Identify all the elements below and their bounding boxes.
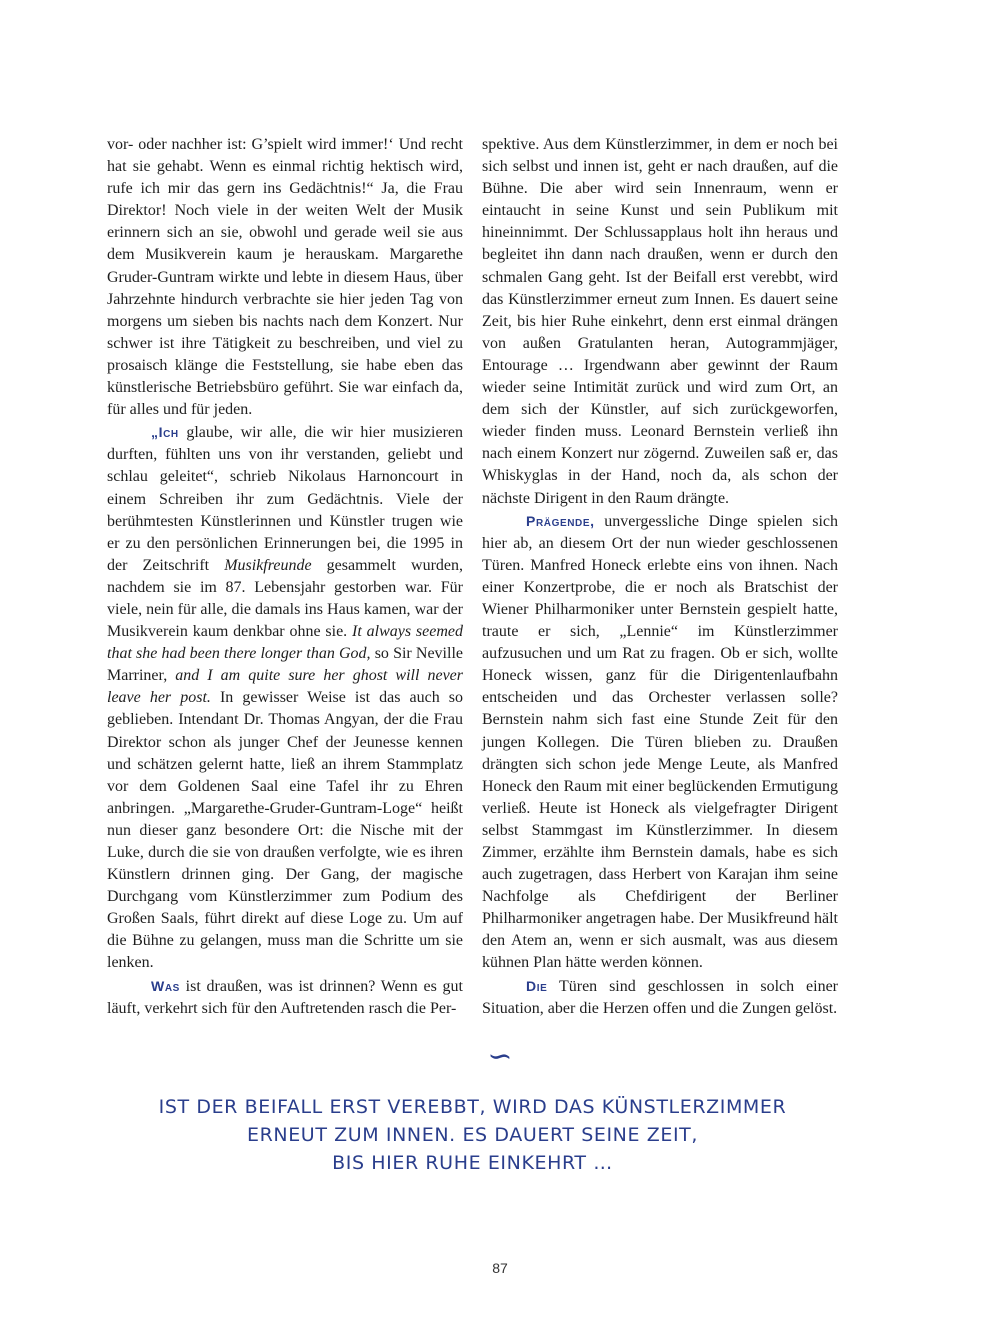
- paragraph-text: ist draußen, was ist drinnen? Wenn es gut läuft, verkehrt sich für den Auftretenden rasch die Per-: [107, 977, 463, 1017]
- paragraph-text: unvergessliche Dinge spielen sich hier ab, an diesem Ort der nun wieder geschlossenen Türen. Manfred Honeck erlebte eins von ihnen. Nach einer Konzertprobe, die er noch als Bratschist der Wiener Philharmoniker unter Bernstein gespielt hatte, traute er sich, „Lennie“ im Künstlerzimmer aufzusuchen und um Rat zu fragen. Ob er sich, wollte Honeck wissen, ganz für die Dirigentenlaufbahn entscheiden und das Orchester verlassen solle? Bernstein nahm sich fast eine Stunde Zeit für den jungen Kollegen. Die Türen blieben zu. Draußen drängten sich schon jede Menge Leute, als Manfred Honeck den Raum mit einer beglückenden Ermutigung verließ. Heute ist Honeck als vielgefragter Dirigent selbst Stammgast im Künstlerzimmer. In diesem Zimmer, erzählte ihm Bernstein damals, habe es sich auch zugetragen, dass Herbert von Karajan ihm seine Nachfolge als Chefdirigent der Berliner Philharmoniker angetragen habe. Der Musikfreund hält den Atem an, wenn er sich ausmalt, was aus diesem kühnen Plan hätte werden können.: [482, 512, 838, 972]
- paragraph-text: so Sir Neville Marriner,: [107, 645, 463, 685]
- italic-quote: and I am quite sure her ghost will never leave her post.: [107, 667, 464, 707]
- lead-in-word: Prägende,: [526, 512, 595, 529]
- paragraph: vor- oder nachher ist: G’spielt wird immer!‘ Und recht hat sie gehabt. Wenn es einmal richtig hektisch wird, rufe ich mir das gern ins Gedächtnis!“ Ja, die Frau Direktor! Noch viele in der weiten Welt der Musik erinnern sich an sie, obwohl und gerade weil sie aus dem Musikverein kaum je herauskam. Margarethe Gruder-Guntram wirkte und lebte in diesem Haus, über Jahrzehnte hindurch verbrachte sie hier jeden Tag von morgens um sieben bis nachts nach dem Konzert. Nur schwer ist ihre Tätigkeit zu beschreiben, und viel zu prosaisch klänge die Feststellung, sie habe eben das künstlerische Betriebsbüro geführt. Sie war einfach da, für alles und für jeden.: [107, 136, 463, 419]
- pull-quote: [100, 1093, 845, 1177]
- italic-quote: It always seemed that she had been there longer than God,: [107, 623, 463, 663]
- lead-in-word: Was: [151, 977, 180, 994]
- pull-quote-line: IST DER BEIFALL ERST VEREBBT, WIRD DAS KÜNSTLERZIMMER: [158, 1096, 787, 1118]
- right-column: [482, 134, 838, 1020]
- paragraph: [107, 975, 463, 1020]
- paragraph-text: In gewisser Weise ist das auch so geblieben. Intendant Dr. Thomas Angyan, der die Frau Direktor schon als junger Chef der Jeunesse kennen und schätzen gelernt hatte, ließ an ihrem Stammplatz vor dem Goldenen Saal eine Tafel ihr zu Ehren anbringen. „Margarethe-Gruder-Guntram-Loge“ heißt nun dieser ganz besondere Ort: die Nische mit der Luke, durch die sie von draußen verfolgte, wie es ihren Künstlern drinnen ging. Der Gang, der magische Durchgang vom Künstlerzimmer zum Podium des Großen Saals, führt direkt auf diese Loge zu. Um auf die Bühne zu gelangen, muss man die Schritte um sie lenken.: [107, 689, 464, 972]
- paragraph-text: gesammelt wurden, nachdem sie im 87. Lebensjahr gestorben war. Für viele, nein für alle, die damals ins Haus kamen, war der Musikverein kaum denkbar ohne sie.: [107, 556, 463, 641]
- italic-text: Musikfreunde: [224, 556, 312, 574]
- paragraph-text: glaube, wir alle, die wir hier musizieren durften, fühlten uns von ihr verstanden, geliebt und schlau geleitet“, schrieb Nikolaus Harnoncourt in einem Schreiben ihr zum Gedächtnis. Viele der berühmtesten Künstlerinnen und Künstler trugen wie er zu den persönlichen Erinnerungen bei, die 1995 in der Zeitschrift: [107, 424, 463, 574]
- paragraph: spektive. Aus dem Künstlerzimmer, in dem er noch bei sich selbst und innen ist, geht er nach draußen, auf die Bühne. Die aber wird sein Innenraum, wenn er eintaucht in seine Kunst und sein Publikum mit hineinnimmt. Der Schlussapplaus holt ihn heraus und begleitet ihn dann nach draußen, wenn er durch den schmalen Gang geht. Ist der Beifall erst verebbt, wird das Künstlerzimmer erneut zum Innen. Es dauert seine Zeit, bis hier Ruhe einkehrt, denn erst einmal drängen von außen Gratulanten heran, Autogrammjäger, Entourage … Irgendwann aber gewinnt der Raum wieder seine Intimität zurück und wird zum Ort, an dem sich der Künstler, auf sich zurückgeworfen, wieder finden muss. Leonard Bernstein verließ ihn nach einem Konzert nur zögernd. Zuweilen saß er, das Whiskyglas in der Hand, noch da, als schon der nächste Dirigent in den Raum drängte.: [482, 136, 838, 507]
- paragraph: [107, 421, 463, 974]
- paragraph: [482, 975, 838, 1020]
- paragraph-text: Türen sind geschlossen in solch einer Situation, aber die Herzen offen und die Zungen gelöst.: [482, 977, 838, 1017]
- ornament-icon: ∽: [487, 1039, 513, 1074]
- left-column: [107, 134, 463, 1020]
- lead-in-word: „Ich: [151, 424, 179, 441]
- pull-quote-line: ERNEUT ZUM INNEN. ES DAUERT SEINE ZEIT,: [246, 1124, 699, 1146]
- lead-in-word: Die: [526, 977, 548, 994]
- paragraph: [482, 510, 838, 975]
- pull-quote-line: BIS HIER RUHE EINKEHRT …: [332, 1152, 613, 1174]
- page-number: 87: [492, 1260, 508, 1276]
